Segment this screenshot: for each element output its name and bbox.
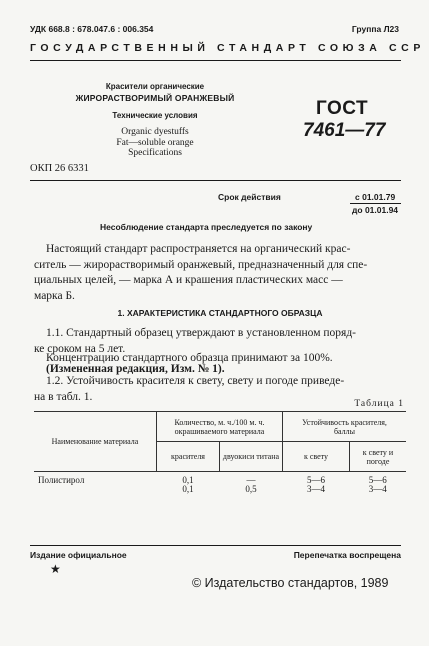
p12-line-1: 1.2. Устойчивость красителя к свету, свету и погоде приведе- bbox=[46, 375, 345, 387]
title-line-3: Технические условия bbox=[112, 111, 198, 120]
row-dye-1: 0,1 bbox=[182, 475, 194, 485]
gost-number: 7461—77 bbox=[303, 120, 386, 141]
english-title-line-3: Specifications bbox=[128, 148, 182, 158]
header-light: к свету bbox=[283, 442, 350, 472]
copyright: © Издательство стандартов, 1989 bbox=[192, 576, 389, 590]
intro-line-2: ситель — жирорастворимый оранжевый, предназначенный для спе- bbox=[34, 258, 368, 271]
row-light-2: 3—4 bbox=[307, 484, 325, 494]
title-line-2: ЖИРОРАСТВОРИМЫЙ ОРАНЖЕВЫЙ bbox=[75, 93, 235, 103]
header-dye: красителя bbox=[157, 442, 220, 472]
validity-label: Срок действия bbox=[218, 192, 281, 202]
paragraph-1-2 bbox=[34, 374, 406, 405]
row-light-cell bbox=[283, 472, 350, 504]
row-light-weather-cell bbox=[350, 472, 407, 504]
violation-notice: Несоблюдение стандарта преследуется по закону bbox=[100, 222, 313, 232]
intro-paragraph bbox=[34, 242, 406, 304]
state-standard-banner: ГОСУДАРСТВЕННЫЙ СТАНДАРТ СОЮЗА ССР bbox=[30, 42, 425, 54]
udk-code: УДК 668.8 : 678.047.6 : 006.354 bbox=[30, 24, 154, 34]
validity-underline bbox=[350, 203, 401, 204]
english-title bbox=[30, 127, 280, 159]
english-title-line-2: Fat—soluble orange bbox=[116, 137, 194, 148]
header-tio2: двуокиси титана bbox=[220, 442, 283, 472]
section-1-heading: 1. ХАРАКТЕРИСТИКА СТАНДАРТНОГО ОБРАЗЦА bbox=[117, 308, 323, 318]
okp-code: ОКП 26 6331 bbox=[30, 163, 89, 174]
row-tio2-1: — bbox=[246, 475, 256, 485]
row-light-weather-2: 3—4 bbox=[368, 484, 387, 494]
row-light-weather-1: 5—6 bbox=[368, 475, 387, 485]
intro-line-1: Настоящий стандарт распространяется на органический крас- bbox=[46, 243, 351, 255]
title-rule bbox=[30, 180, 401, 181]
table-caption: Таблица 1 bbox=[354, 399, 404, 409]
validity-from: с 01.01.79 bbox=[355, 192, 396, 202]
row-dye-2: 0,1 bbox=[182, 484, 194, 494]
star-icon: ★ bbox=[50, 562, 61, 576]
group-code: Группа Л23 bbox=[351, 24, 399, 34]
header-rule bbox=[30, 60, 401, 61]
concentration-sentence: Концентрацию стандартного образца принимают за 100%. bbox=[46, 352, 333, 364]
row-tio2-2: 0,5 bbox=[245, 484, 257, 494]
table-row bbox=[34, 472, 406, 504]
intro-line-3: циальных целей, — марка А и крашения пластических масс — bbox=[34, 274, 343, 286]
official-edition: Издание официальное bbox=[30, 550, 127, 560]
footer-rule bbox=[30, 545, 401, 546]
title-line-1: Красители органические bbox=[105, 82, 205, 91]
validity-to: до 01.01.94 bbox=[352, 205, 399, 215]
p11-line-2: ке сроком на 5 лет. bbox=[34, 342, 126, 355]
gost-label: ГОСТ bbox=[316, 98, 369, 119]
amendment-note: (Измененная редакция, Изм. № 1). bbox=[46, 363, 225, 375]
row-light-1: 5—6 bbox=[307, 475, 325, 485]
header-light-weather: к свету и погоде bbox=[350, 442, 407, 472]
row-tio2-cell bbox=[220, 472, 283, 504]
row-material: Полистирол bbox=[38, 475, 85, 485]
header-fastness: Устойчивость красителя, баллы bbox=[283, 412, 407, 442]
header-quantity: Количество, м. ч./100 м. ч. окрашиваемого материала bbox=[157, 412, 283, 442]
p11-line-1: 1.1. Стандартный образец утверждают в установленном поряд- bbox=[46, 327, 356, 339]
fastness-table bbox=[34, 411, 406, 504]
reprint-prohibited: Перепечатка воспрещена bbox=[293, 550, 401, 560]
p12-line-2: на в табл. 1. bbox=[34, 390, 93, 403]
intro-line-4: марка Б. bbox=[34, 289, 75, 302]
row-dye-cell bbox=[157, 472, 220, 504]
header-material: Наименование материала bbox=[34, 412, 157, 472]
english-title-line-1: Organic dyestuffs bbox=[121, 127, 189, 137]
